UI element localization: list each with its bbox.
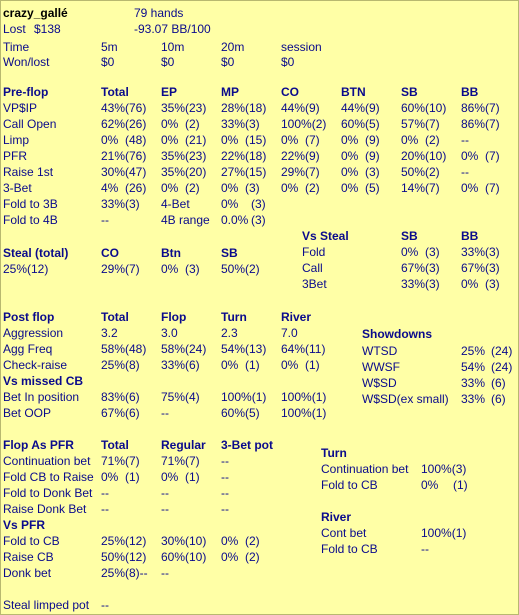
preflop-cell-value: 30% [101, 165, 126, 179]
agg-freq-cell-value: 58% [101, 342, 126, 356]
preflop-cell-value: 43% [101, 101, 126, 115]
preflop-cell-count: (47) [125, 165, 147, 179]
check-raise-cell-value: 0% [221, 358, 239, 372]
agg-freq-cell-count: (11) [305, 342, 326, 356]
agg-freq-cell-value: 64% [281, 342, 306, 356]
flop-pfr-cell-value: 0% [161, 470, 179, 484]
agg-freq-cell-count: (48) [125, 342, 147, 356]
check-raise-cell-count: (6) [185, 358, 200, 372]
preflop-cell-value: 0% [341, 149, 359, 163]
bet-oop-cell-value: 60% [221, 406, 246, 420]
flop-pfr-cell-value: -- [221, 470, 229, 484]
preflop-column-header: MP [221, 85, 239, 99]
vs-pfr-cell-count: (10) [185, 550, 207, 564]
preflop-cell-value: 35% [161, 101, 186, 115]
flop-pfr-column-header: Regular [161, 438, 206, 452]
preflop-cell-value: 14% [401, 181, 426, 195]
vs-steal-title: Vs Steal [302, 229, 349, 243]
preflop-row-label: PFR [3, 149, 27, 163]
preflop-cell-count: (9) [365, 133, 380, 147]
turn-row-label: Continuation bet [321, 462, 409, 476]
steal-cell-count: (7) [125, 262, 140, 276]
preflop-cell-count: (26) [125, 181, 147, 195]
showdown-value: 25% [461, 344, 486, 358]
bet-in-position-label: Bet In position [3, 390, 80, 404]
preflop-cell-value: 22% [221, 149, 246, 163]
vs-pfr-cell-value: 50% [101, 550, 126, 564]
preflop-cell-value: 60% [401, 101, 426, 115]
flop-pfr-cell-count: (7) [185, 454, 200, 468]
vs-pfr-cell-value: 25% [101, 534, 126, 548]
postflop-column-header: River [281, 310, 312, 324]
preflop-cell-value: 44% [341, 101, 366, 115]
steal-cell-value: 29% [101, 262, 126, 276]
showdown-count: (24) [491, 344, 513, 358]
showdown-value: 33% [461, 392, 486, 406]
time-label: Time [3, 40, 30, 54]
4bet-range-count: (3) [251, 213, 266, 227]
fold-3bet-count: (3) [125, 197, 140, 211]
preflop-cell-count: (15) [245, 133, 267, 147]
agg-freq-cell-count: (13) [245, 342, 267, 356]
preflop-cell-count: (7) [485, 149, 500, 163]
won-lost-label: Won/lost [3, 55, 50, 69]
bet-oop-cell-count: (6) [125, 406, 140, 420]
agg-freq-cell-value: 54% [221, 342, 246, 356]
vs-steal-row-label: Call [302, 261, 323, 275]
flop-pfr-cell-value: -- [161, 502, 169, 516]
steal-limped-pot-label: Steal limped pot [3, 598, 90, 612]
preflop-cell-count: (3) [365, 165, 380, 179]
vs-pfr-row-label: Raise CB [3, 550, 54, 564]
aggression-value: 3.2 [101, 326, 118, 340]
showdown-value: 54% [461, 360, 486, 374]
agg-freq-label: Agg Freq [3, 342, 53, 356]
preflop-cell-count: (7) [485, 117, 500, 131]
bet-in-position-cell-count: (4) [185, 390, 200, 404]
preflop-cell-count: (10) [425, 101, 447, 115]
preflop-cell-value: 0% [281, 133, 299, 147]
bet-oop-cell-value: 100%(1) [281, 406, 327, 420]
preflop-cell-count: (9) [305, 101, 320, 115]
vs-steal-cell-value: 33% [401, 277, 426, 291]
preflop-cell-value: 35% [161, 165, 186, 179]
postflop-column-header: Flop [161, 310, 187, 324]
check-raise-cell-value: 33% [161, 358, 186, 372]
preflop-cell-count: (23) [185, 149, 207, 163]
preflop-cell-count: (7) [485, 181, 500, 195]
preflop-cell-value: 86% [461, 117, 486, 131]
vs-steal-cell-count: (3) [485, 245, 500, 259]
preflop-column-header: BB [461, 85, 479, 99]
preflop-cell-value: 0% [101, 133, 119, 147]
four-bet-value: 0% [221, 197, 239, 211]
time-column-header: session [281, 40, 322, 54]
won-lost-value: $0 [101, 55, 115, 69]
time-column-header: 5m [101, 40, 118, 54]
flop-pfr-cell-value: -- [221, 502, 229, 516]
fold-4bet-label: Fold to 4B [3, 213, 58, 227]
vs-pfr-cell-count: (2) [245, 550, 260, 564]
preflop-cell-value: 60% [341, 117, 366, 131]
4bet-range-label: 4B range [161, 213, 210, 227]
preflop-title: Pre-flop [3, 85, 49, 99]
four-bet-count: (3) [251, 197, 266, 211]
postflop-column-header: Total [101, 310, 129, 324]
preflop-cell-value: 29% [281, 165, 306, 179]
check-raise-cell-count: (8) [125, 358, 140, 372]
preflop-cell-value: 21% [101, 149, 126, 163]
preflop-cell-value: 100%(2) [281, 117, 327, 131]
preflop-cell-value: -- [461, 165, 469, 179]
flop-pfr-cell-value: -- [161, 486, 169, 500]
showdown-count: (6) [491, 376, 506, 390]
vs-pfr-row-label: Donk bet [3, 566, 52, 580]
vs-steal-column-header: BB [461, 229, 479, 243]
steal-total-value: 25% [3, 262, 28, 276]
fold-4bet-value: -- [101, 213, 109, 227]
preflop-cell-value: 33% [221, 117, 246, 131]
4bet-range-value: 0.0% [221, 213, 249, 227]
aggression-label: Aggression [3, 326, 64, 340]
aggression-value: 2.3 [221, 326, 238, 340]
agg-freq-cell-value: 58% [161, 342, 186, 356]
won-lost-value: $0 [281, 55, 295, 69]
preflop-cell-count: (2) [305, 181, 320, 195]
preflop-cell-count: (7) [485, 101, 500, 115]
vs-pfr-cell-count: (8)-- [125, 566, 148, 580]
bet-oop-cell-value: -- [161, 406, 169, 420]
preflop-cell-value: 0% [341, 181, 359, 195]
turn-title: Turn [321, 446, 347, 460]
preflop-cell-count: (2) [185, 117, 200, 131]
agg-freq-cell-count: (24) [185, 342, 207, 356]
preflop-cell-count: (2) [425, 133, 440, 147]
fold-3bet-label: Fold to 3B [3, 197, 58, 211]
bet-oop-cell-count: (5) [245, 406, 260, 420]
preflop-cell-count: (7) [305, 165, 320, 179]
steal-title: Steal (total) [3, 246, 69, 260]
preflop-cell-count: (18) [245, 101, 267, 115]
preflop-cell-count: (3) [245, 181, 260, 195]
vs-pfr-cell-value: -- [161, 566, 169, 580]
preflop-row-label: Limp [3, 133, 30, 147]
preflop-cell-value: 0% [221, 181, 239, 195]
vs-pfr-cell-value: 0% [221, 550, 239, 564]
postflop-title: Post flop [3, 310, 55, 324]
preflop-cell-count: (7) [425, 117, 440, 131]
preflop-cell-value: 57% [401, 117, 426, 131]
check-raise-cell-value: 25% [101, 358, 126, 372]
turn-value: 0% [421, 478, 439, 492]
preflop-cell-count: (9) [365, 101, 380, 115]
showdown-row-label: W$SD [362, 376, 397, 390]
vs-steal-cell-count: (3) [425, 261, 440, 275]
vs-pfr-row-label: Fold to CB [3, 534, 60, 548]
preflop-cell-value: 62% [101, 117, 126, 131]
preflop-cell-count: (23) [185, 101, 207, 115]
flop-pfr-cell-value: 0% [101, 470, 119, 484]
preflop-cell-count: (48) [125, 133, 147, 147]
flop-pfr-cell-value: 71% [101, 454, 126, 468]
preflop-cell-count: (5) [365, 181, 380, 195]
preflop-cell-value: 0% [461, 181, 479, 195]
showdowns-title: Showdowns [362, 327, 432, 341]
steal-cell-count: (3) [185, 262, 200, 276]
bet-in-position-cell-count: (6) [125, 390, 140, 404]
showdown-row-label: WTSD [362, 344, 398, 358]
turn-count: (1) [453, 478, 468, 492]
bet-in-position-cell-value: 83% [101, 390, 126, 404]
steal-limped-pot-value: -- [101, 598, 109, 612]
bb100-value: -93.07 BB/100 [134, 22, 211, 36]
vs-steal-cell-value: 33% [461, 245, 486, 259]
flop-pfr-cell-value: -- [101, 486, 109, 500]
preflop-cell-count: (2) [185, 181, 200, 195]
preflop-cell-value: 27% [221, 165, 246, 179]
vs-pfr-cell-count: (12) [125, 534, 147, 548]
preflop-row-label: Raise 1st [3, 165, 54, 179]
flop-pfr-cell-value: -- [221, 486, 229, 500]
vs-pfr-cell-value: 60% [161, 550, 186, 564]
vs-steal-column-header: SB [401, 229, 418, 243]
preflop-cell-count: (7) [305, 133, 320, 147]
hands-count: 79 hands [134, 6, 184, 20]
flop-pfr-cell-count: (7) [125, 454, 140, 468]
bet-in-position-cell-value: 75% [161, 390, 186, 404]
steal-column-header: SB [221, 246, 238, 260]
showdown-value: 33% [461, 376, 486, 390]
preflop-cell-count: (20) [185, 165, 207, 179]
bet-oop-cell-value: 67% [101, 406, 126, 420]
preflop-column-header: Total [101, 85, 129, 99]
flop-pfr-cell-value: -- [101, 502, 109, 516]
lost-label: Lost [3, 22, 26, 36]
preflop-cell-count: (9) [305, 149, 320, 163]
flop-as-pfr-title: Flop As PFR [3, 438, 74, 452]
steal-column-header: CO [101, 246, 119, 260]
vs-pfr-cell-count: (2) [245, 534, 260, 548]
preflop-cell-value: 0% [341, 133, 359, 147]
vs-steal-cell-value: 0% [461, 277, 479, 291]
flop-pfr-row-label: Fold to Donk Bet [3, 486, 93, 500]
vs-steal-cell-value: 67% [461, 261, 486, 275]
preflop-cell-value: 0% [461, 149, 479, 163]
bet-in-position-cell-value: 100%(1) [221, 390, 267, 404]
flop-pfr-column-header: Total [101, 438, 129, 452]
preflop-cell-count: (21) [185, 133, 207, 147]
vs-steal-cell-value: 67% [401, 261, 426, 275]
vs-pfr-title: Vs PFR [3, 518, 46, 532]
vs-steal-cell-count: (3) [425, 245, 440, 259]
preflop-cell-count: (5) [365, 117, 380, 131]
vs-pfr-cell-count: (12) [125, 550, 147, 564]
postflop-column-header: Turn [221, 310, 247, 324]
vs-missed-cb-title: Vs missed CB [3, 374, 84, 388]
preflop-cell-value: 4% [101, 181, 119, 195]
preflop-cell-value: 86% [461, 101, 486, 115]
vs-steal-cell-value: 0% [401, 245, 419, 259]
vs-pfr-cell-value: 30% [161, 534, 186, 548]
vs-pfr-cell-count: (10) [185, 534, 207, 548]
vs-steal-row-label: 3Bet [302, 277, 327, 291]
preflop-cell-value: 0% [161, 181, 179, 195]
vs-steal-cell-count: (3) [485, 261, 500, 275]
showdown-row-label: W$SD(ex small) [362, 392, 449, 406]
river-value: -- [421, 542, 429, 556]
preflop-cell-value: 0% [161, 133, 179, 147]
preflop-cell-count: (76) [125, 149, 147, 163]
turn-row-label: Fold to CB [321, 478, 378, 492]
aggression-value: 7.0 [281, 326, 298, 340]
flop-pfr-cell-value: -- [221, 454, 229, 468]
steal-total-count: (12) [27, 262, 49, 276]
river-row-label: Cont bet [321, 526, 367, 540]
preflop-cell-value: 35% [161, 149, 186, 163]
vs-pfr-cell-value: 25% [101, 566, 126, 580]
preflop-cell-value: -- [461, 133, 469, 147]
four-bet-label: 4-Bet [161, 197, 190, 211]
preflop-column-header: BTN [341, 85, 366, 99]
flop-pfr-cell-value: 71% [161, 454, 186, 468]
vs-steal-row-label: Fold [302, 245, 326, 259]
won-lost-value: $0 [161, 55, 175, 69]
steal-column-header: Btn [161, 246, 181, 260]
check-raise-label: Check-raise [3, 358, 68, 372]
preflop-cell-value: 50% [401, 165, 426, 179]
bet-oop-label: Bet OOP [3, 406, 52, 420]
preflop-cell-value: 20% [401, 149, 426, 163]
check-raise-cell-count: (1) [245, 358, 260, 372]
preflop-cell-value: 28% [221, 101, 246, 115]
preflop-cell-count: (7) [425, 181, 440, 195]
preflop-cell-count: (2) [425, 165, 440, 179]
preflop-cell-count: (9) [365, 149, 380, 163]
preflop-column-header: SB [401, 85, 418, 99]
player-name: crazy_gallé [3, 6, 68, 20]
river-title: River [321, 510, 352, 524]
flop-pfr-column-header: 3-Bet pot [221, 438, 273, 452]
river-row-label: Fold to CB [321, 542, 378, 556]
steal-cell-value: 0% [161, 262, 179, 276]
showdown-row-label: WWSF [362, 360, 400, 374]
preflop-column-header: CO [281, 85, 299, 99]
flop-pfr-row-label: Continuation bet [3, 454, 91, 468]
river-value: 100%(1) [421, 526, 467, 540]
flop-pfr-row-label: Fold CB to Raise [3, 470, 94, 484]
preflop-cell-count: (76) [125, 101, 147, 115]
flop-pfr-cell-count: (1) [185, 470, 200, 484]
steal-cell-count: (2) [245, 262, 260, 276]
time-column-header: 20m [221, 40, 245, 54]
bet-in-position-cell-value: 100%(1) [281, 390, 327, 404]
preflop-cell-value: 44% [281, 101, 306, 115]
lost-amount: $138 [34, 22, 61, 36]
preflop-cell-value: 22% [281, 149, 306, 163]
check-raise-cell-value: 0% [281, 358, 299, 372]
preflop-column-header: EP [161, 85, 178, 99]
check-raise-cell-count: (1) [305, 358, 320, 372]
preflop-cell-count: (3) [245, 117, 260, 131]
vs-steal-cell-count: (3) [485, 277, 500, 291]
preflop-cell-count: (15) [245, 165, 267, 179]
aggression-value: 3.0 [161, 326, 178, 340]
showdown-count: (6) [491, 392, 506, 406]
fold-3bet-value: 33% [101, 197, 126, 211]
preflop-row-label: Call Open [3, 117, 57, 131]
preflop-cell-value: 0% [281, 181, 299, 195]
preflop-cell-value: 0% [221, 133, 239, 147]
vs-pfr-cell-value: 0% [221, 534, 239, 548]
preflop-cell-value: 0% [401, 133, 419, 147]
preflop-cell-count: (26) [125, 117, 147, 131]
turn-value: 100%(3) [421, 462, 467, 476]
steal-cell-value: 50% [221, 262, 246, 276]
flop-pfr-cell-count: (1) [125, 470, 140, 484]
vs-steal-cell-count: (3) [425, 277, 440, 291]
preflop-cell-count: (18) [245, 149, 267, 163]
preflop-row-label: 3-Bet [3, 181, 32, 195]
preflop-cell-value: 0% [341, 165, 359, 179]
won-lost-value: $0 [221, 55, 235, 69]
showdown-count: (24) [491, 360, 513, 374]
time-column-header: 10m [161, 40, 185, 54]
preflop-row-label: VP$IP [3, 101, 38, 115]
preflop-cell-value: 0% [161, 117, 179, 131]
flop-pfr-row-label: Raise Donk Bet [3, 502, 87, 516]
preflop-cell-count: (10) [425, 149, 447, 163]
